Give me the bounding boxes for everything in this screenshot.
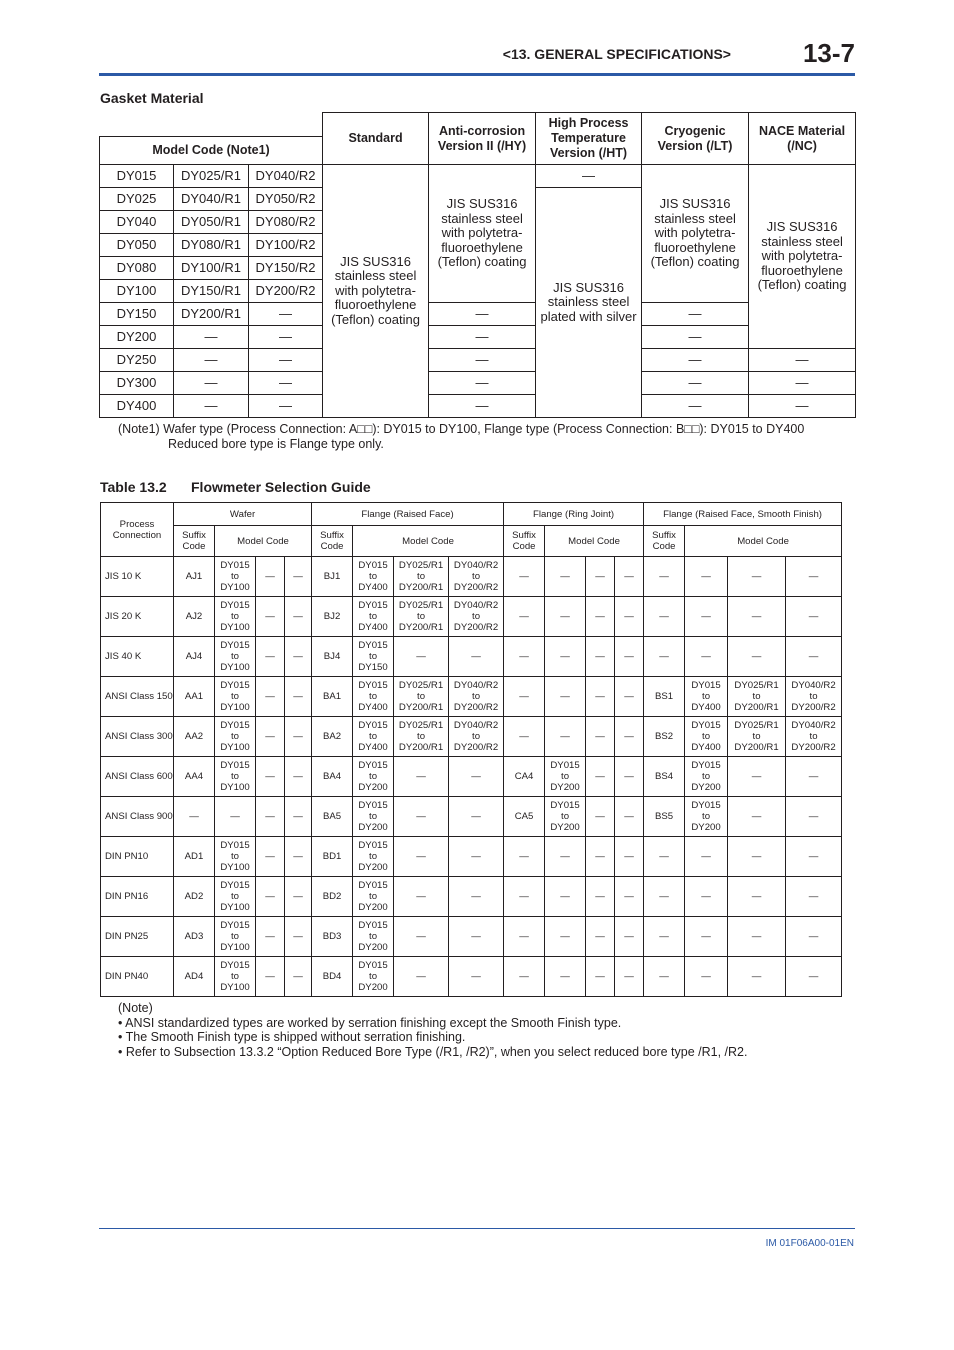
table-cell: — — [786, 637, 842, 677]
table-cell: — — [644, 877, 685, 917]
table-cell: — — [256, 917, 285, 957]
table2-label: Table 13.2 — [100, 479, 167, 495]
table-cell: — — [394, 757, 449, 797]
table-cell: DY015 to DY200 — [545, 797, 586, 837]
table-cell: — — [685, 597, 728, 637]
table-row — [101, 597, 842, 637]
table2-title — [100, 479, 371, 495]
gasket-material-table — [99, 112, 856, 418]
table-cell: — — [545, 717, 586, 757]
blank-corner — [100, 113, 323, 137]
table-row — [100, 372, 856, 395]
table-cell: — — [256, 797, 285, 837]
table-cell: DY040/R2 to DY200/R2 — [449, 717, 504, 757]
process-connection-cell: DIN PN40 — [101, 957, 174, 997]
process-connection-cell: JIS 40 K — [101, 637, 174, 677]
notes2-item: • The Smooth Finish type is shipped without serration finishing. — [118, 1030, 466, 1044]
table-cell: DY015 to DY200 — [353, 797, 394, 837]
table-row — [101, 757, 842, 797]
table-cell: DY015 to DY400 — [353, 677, 394, 717]
table-cell: DY040/R2 to DY200/R2 — [449, 557, 504, 597]
table-cell: — — [728, 637, 786, 677]
table-cell: DY015 to DY100 — [215, 757, 256, 797]
header-flange-sf: Flange (Raised Face, Smooth Finish) — [644, 503, 842, 526]
table-cell: — — [615, 837, 644, 877]
note1-line2: Reduced bore type is Flange type only. — [168, 437, 384, 451]
table-cell: — — [429, 326, 536, 349]
header-flange-rf: Flange (Raised Face) — [312, 503, 504, 526]
table-cell: DY015 to DY200 — [685, 797, 728, 837]
notes2 — [118, 1001, 747, 1059]
table-cell: DY080 — [100, 257, 174, 280]
table-cell: DY015 to DY400 — [353, 717, 394, 757]
table-cell: DY025/R1 — [174, 165, 249, 188]
table-cell: — — [786, 877, 842, 917]
table-cell: DY015 to DY100 — [215, 717, 256, 757]
nc-gasket: JIS SUS316 stainless steel with polytetra-fluoroethylene (Teflon) coating — [749, 165, 856, 349]
table-cell: — — [256, 757, 285, 797]
table-cell: — — [285, 677, 312, 717]
table-cell: — — [215, 797, 256, 837]
table-cell: DY015 to DY400 — [353, 597, 394, 637]
table-cell: — — [685, 837, 728, 877]
table-cell: — — [394, 957, 449, 997]
table-cell: — — [249, 326, 323, 349]
table-cell: — — [644, 917, 685, 957]
table-row — [100, 326, 856, 349]
table-cell: DY200/R2 — [249, 280, 323, 303]
table-cell: DY025/R1 to DY200/R1 — [728, 677, 786, 717]
table-cell: — — [449, 957, 504, 997]
process-connection-cell: JIS 10 K — [101, 557, 174, 597]
table-cell: BD1 — [312, 837, 353, 877]
process-connection-cell: ANSI Class 300 — [101, 717, 174, 757]
table-cell: — — [728, 877, 786, 917]
table-cell: AD4 — [174, 957, 215, 997]
table-cell: AA2 — [174, 717, 215, 757]
table-row — [101, 717, 842, 757]
table-cell: — — [504, 837, 545, 877]
table-cell: DY025/R1 to DY200/R1 — [394, 717, 449, 757]
table-cell: — — [728, 757, 786, 797]
table-cell: — — [285, 837, 312, 877]
table-cell: DY015 to DY200 — [353, 917, 394, 957]
table-cell: — — [394, 837, 449, 877]
table-cell: DY100 — [100, 280, 174, 303]
table-cell: — — [786, 837, 842, 877]
table-cell: DY015 to DY100 — [215, 637, 256, 677]
table-cell: — — [174, 395, 249, 418]
table-cell: — — [285, 557, 312, 597]
table-cell: — — [429, 349, 536, 372]
table-cell: AJ4 — [174, 637, 215, 677]
header-suffix-code: Suffix Code — [504, 526, 545, 557]
table-cell: DY015 to DY100 — [215, 677, 256, 717]
page-number: 13-7 — [802, 38, 855, 68]
table-cell: — — [504, 717, 545, 757]
table-cell: — — [586, 837, 615, 877]
table-cell: — — [174, 372, 249, 395]
table-cell: — — [586, 917, 615, 957]
table-cell: DY040/R2 — [249, 165, 323, 188]
table-cell: DY015 to DY100 — [215, 597, 256, 637]
table-cell: — — [504, 917, 545, 957]
table-cell: — — [642, 349, 749, 372]
ht-dash: — — [536, 165, 642, 188]
table-cell: — — [249, 349, 323, 372]
table-cell: DY080/R1 — [174, 234, 249, 257]
table-cell: DY040/R2 to DY200/R2 — [449, 597, 504, 637]
table-cell: DY050/R2 — [249, 188, 323, 211]
table-cell: DY040/R2 to DY200/R2 — [786, 677, 842, 717]
table-cell: — — [586, 557, 615, 597]
table-cell: DY015 to DY200 — [353, 757, 394, 797]
table-cell: — — [644, 597, 685, 637]
table-cell: — — [256, 677, 285, 717]
table-cell: — — [256, 597, 285, 637]
table-cell: — — [256, 837, 285, 877]
table-cell: — — [174, 326, 249, 349]
table-cell: — — [786, 597, 842, 637]
table-cell: — — [504, 677, 545, 717]
header-suffix-code: Suffix Code — [174, 526, 215, 557]
table-cell: DY015 to DY400 — [353, 557, 394, 597]
table-cell: — — [429, 372, 536, 395]
table-cell: BD2 — [312, 877, 353, 917]
table-cell: — — [394, 917, 449, 957]
table-cell: — — [249, 395, 323, 418]
table-cell: — — [642, 395, 749, 418]
table-cell: — — [749, 349, 856, 372]
table-cell: — — [615, 677, 644, 717]
table-cell: AJ2 — [174, 597, 215, 637]
table-cell: — — [504, 957, 545, 997]
table-cell: — — [615, 637, 644, 677]
table-cell: DY150/R1 — [174, 280, 249, 303]
table-cell: BJ1 — [312, 557, 353, 597]
table-row — [101, 557, 842, 597]
process-connection-cell: DIN PN25 — [101, 917, 174, 957]
table-cell: — — [285, 637, 312, 677]
header-hy: Anti-corrosion Version II (/HY) — [429, 113, 536, 165]
table-cell: DY200 — [100, 326, 174, 349]
table-row — [101, 797, 842, 837]
table-cell: — — [545, 597, 586, 637]
table-row — [101, 677, 842, 717]
table-cell: — — [449, 917, 504, 957]
table-cell: DY015 to DY100 — [215, 917, 256, 957]
header-model-code: Model Code — [353, 526, 504, 557]
table-cell: — — [685, 557, 728, 597]
flow-table-body — [101, 557, 842, 997]
table-row — [101, 877, 842, 917]
table-cell: BA2 — [312, 717, 353, 757]
table-cell: — — [728, 917, 786, 957]
table-cell: — — [615, 597, 644, 637]
table-cell: — — [615, 557, 644, 597]
table-cell: DY025/R1 to DY200/R1 — [394, 557, 449, 597]
table-cell: DY150/R2 — [249, 257, 323, 280]
table-cell: DY200/R1 — [174, 303, 249, 326]
table-cell: — — [786, 917, 842, 957]
table-cell: — — [615, 717, 644, 757]
header-process-connection: Process Connection — [101, 503, 174, 557]
table-cell: DY080/R2 — [249, 211, 323, 234]
table-cell: AD3 — [174, 917, 215, 957]
table-cell: — — [545, 917, 586, 957]
table-cell: — — [615, 917, 644, 957]
table-row — [100, 395, 856, 418]
header-rule — [99, 73, 855, 76]
table-cell: — — [615, 877, 644, 917]
table-cell: — — [786, 757, 842, 797]
table-cell: — — [545, 637, 586, 677]
table-cell: — — [504, 877, 545, 917]
table-cell: — — [449, 637, 504, 677]
table-cell: — — [586, 757, 615, 797]
header-standard: Standard — [323, 113, 429, 165]
table-cell: — — [786, 957, 842, 997]
table-cell: DY015 to DY400 — [685, 677, 728, 717]
process-connection-cell: ANSI Class 900 — [101, 797, 174, 837]
table-cell: — — [642, 372, 749, 395]
table-cell: — — [394, 637, 449, 677]
table-cell: AD1 — [174, 837, 215, 877]
table-cell: — — [285, 917, 312, 957]
table-row — [101, 637, 842, 677]
table-cell: DY015 to DY200 — [685, 757, 728, 797]
process-connection-cell: ANSI Class 150 — [101, 677, 174, 717]
table-cell: — — [504, 557, 545, 597]
table-cell: BA4 — [312, 757, 353, 797]
header-suffix-code: Suffix Code — [312, 526, 353, 557]
table-cell: — — [429, 395, 536, 418]
table-cell: — — [586, 717, 615, 757]
table-cell: — — [749, 395, 856, 418]
table-cell: DY300 — [100, 372, 174, 395]
table-cell: — — [786, 557, 842, 597]
table-cell: DY040/R1 — [174, 188, 249, 211]
table-cell: — — [256, 637, 285, 677]
table-cell: DY015 — [100, 165, 174, 188]
table-row — [100, 303, 856, 326]
process-connection-cell: ANSI Class 600 — [101, 757, 174, 797]
notes2-head: (Note) — [118, 1001, 153, 1015]
header-model-code: Model Code — [685, 526, 842, 557]
table-cell: BA1 — [312, 677, 353, 717]
table-cell: — — [728, 557, 786, 597]
table-cell: DY015 to DY400 — [685, 717, 728, 757]
table-cell: — — [685, 877, 728, 917]
table-cell: — — [786, 797, 842, 837]
table-cell: DY025/R1 to DY200/R1 — [394, 597, 449, 637]
table2-name: Flowmeter Selection Guide — [191, 479, 371, 495]
notes2-item: • ANSI standardized types are worked by serration finishing except the Smooth Finish type. — [118, 1015, 622, 1030]
header-model-code: Model Code (Note1) — [100, 137, 323, 165]
table-cell: — — [449, 757, 504, 797]
table-cell: — — [615, 797, 644, 837]
header-flange-rj: Flange (Ring Joint) — [504, 503, 644, 526]
header-ht: High Process Temperature Version (/HT) — [536, 113, 642, 165]
standard-gasket: JIS SUS316 stainless steel with polytetra-fluoroethylene (Teflon) coating — [323, 165, 429, 418]
header-lt: Cryogenic Version (/LT) — [642, 113, 749, 165]
table-cell: DY400 — [100, 395, 174, 418]
table-cell: DY015 to DY200 — [353, 837, 394, 877]
table-cell: — — [249, 372, 323, 395]
table-cell: — — [685, 917, 728, 957]
table-cell: — — [728, 957, 786, 997]
table-row — [101, 957, 842, 997]
table-cell: — — [586, 637, 615, 677]
table-cell: — — [285, 597, 312, 637]
table-cell: BS4 — [644, 757, 685, 797]
table-cell: — — [728, 597, 786, 637]
hy-gasket: JIS SUS316 stainless steel with polytetra-fluoroethylene (Teflon) coating — [429, 165, 536, 303]
table-cell: — — [545, 877, 586, 917]
table-cell: — — [615, 957, 644, 997]
header-wafer: Wafer — [174, 503, 312, 526]
table-cell: — — [586, 677, 615, 717]
table-cell: — — [394, 797, 449, 837]
table-cell: DY040/R2 to DY200/R2 — [449, 677, 504, 717]
table-cell: DY025/R1 to DY200/R1 — [728, 717, 786, 757]
header-nc: NACE Material (/NC) — [749, 113, 856, 165]
footer-rule — [99, 1228, 855, 1229]
table-cell: — — [685, 957, 728, 997]
table-cell: — — [642, 303, 749, 326]
table-cell: — — [644, 557, 685, 597]
table-cell: DY015 to DY100 — [215, 877, 256, 917]
table-cell: — — [394, 877, 449, 917]
table-cell: — — [449, 837, 504, 877]
table-cell: — — [685, 637, 728, 677]
table-cell: BD4 — [312, 957, 353, 997]
table-cell: — — [728, 837, 786, 877]
notes2-item: • Refer to Subsection 13.3.2 “Option Reduced Bore Type (/R1, /R2)”, when you select reduced bore type /R1, /R2. — [118, 1044, 748, 1059]
table-cell: DY015 to DY100 — [215, 837, 256, 877]
table-cell: — — [749, 372, 856, 395]
table-cell: — — [545, 837, 586, 877]
section-title: <13. GENERAL SPECIFICATIONS> — [502, 46, 731, 62]
table-cell: DY100/R1 — [174, 257, 249, 280]
table-cell: AA1 — [174, 677, 215, 717]
table-cell: — — [449, 797, 504, 837]
table-cell: — — [256, 957, 285, 997]
table-cell: — — [586, 797, 615, 837]
header-model-code: Model Code — [545, 526, 644, 557]
table-cell: DY015 to DY200 — [545, 757, 586, 797]
table-cell: — — [644, 957, 685, 997]
table-cell: — — [545, 677, 586, 717]
table-cell: BJ4 — [312, 637, 353, 677]
process-connection-cell: JIS 20 K — [101, 597, 174, 637]
table-cell: — — [586, 597, 615, 637]
table-cell: — — [615, 757, 644, 797]
table-cell: — — [174, 349, 249, 372]
table-cell: DY050/R1 — [174, 211, 249, 234]
table-cell: BS2 — [644, 717, 685, 757]
table-cell: — — [256, 877, 285, 917]
table-cell: — — [644, 637, 685, 677]
table-cell: BA5 — [312, 797, 353, 837]
table-cell: — — [642, 326, 749, 349]
table-cell: — — [449, 877, 504, 917]
table-cell: DY015 to DY100 — [215, 557, 256, 597]
table-cell: DY050 — [100, 234, 174, 257]
table-cell: DY150 — [100, 303, 174, 326]
table-cell: CA4 — [504, 757, 545, 797]
table-cell: DY100/R2 — [249, 234, 323, 257]
table-row — [101, 917, 842, 957]
table-cell: — — [285, 957, 312, 997]
table-cell: — — [586, 957, 615, 997]
table-cell: — — [285, 717, 312, 757]
table-cell: — — [285, 877, 312, 917]
ht-gasket: JIS SUS316 stainless steel plated with silver — [536, 188, 642, 418]
table-cell: — — [256, 557, 285, 597]
table-cell: DY025 — [100, 188, 174, 211]
table-cell: BS1 — [644, 677, 685, 717]
table-cell: CA5 — [504, 797, 545, 837]
table-cell: — — [249, 303, 323, 326]
table-cell: — — [429, 303, 536, 326]
table-cell: DY250 — [100, 349, 174, 372]
table-row — [100, 165, 856, 188]
table-cell: — — [545, 957, 586, 997]
header-model-code: Model Code — [215, 526, 312, 557]
table-cell: BS5 — [644, 797, 685, 837]
table-cell: — — [545, 557, 586, 597]
process-connection-cell: DIN PN10 — [101, 837, 174, 877]
table-cell: — — [285, 797, 312, 837]
table-cell: — — [256, 717, 285, 757]
document-id: IM 01F06A00-01EN — [765, 1238, 854, 1249]
table-cell: — — [586, 877, 615, 917]
process-connection-cell: DIN PN16 — [101, 877, 174, 917]
table-cell: DY015 to DY200 — [353, 877, 394, 917]
table-row — [100, 349, 856, 372]
table-cell: AA4 — [174, 757, 215, 797]
table-cell: DY040/R2 to DY200/R2 — [786, 717, 842, 757]
table-row — [101, 837, 842, 877]
lt-gasket: JIS SUS316 stainless steel with polytetra-fluoroethylene (Teflon) coating — [642, 165, 749, 303]
table-cell: DY015 to DY100 — [215, 957, 256, 997]
header-suffix-code: Suffix Code — [644, 526, 685, 557]
table-cell: — — [504, 637, 545, 677]
table-cell: — — [644, 837, 685, 877]
note1 — [118, 422, 858, 452]
table-cell: — — [504, 597, 545, 637]
table-cell: — — [728, 797, 786, 837]
table-cell: DY015 to DY200 — [353, 957, 394, 997]
gasket-material-heading: Gasket Material — [100, 90, 204, 106]
table-cell: — — [285, 757, 312, 797]
table-cell: BD3 — [312, 917, 353, 957]
table-cell: AD2 — [174, 877, 215, 917]
table-cell: DY025/R1 to DY200/R1 — [394, 677, 449, 717]
table-cell: AJ1 — [174, 557, 215, 597]
table-cell: — — [174, 797, 215, 837]
note1-line1: (Note1) Wafer type (Process Connection: A□□): DY015 to DY100, Flange type (Process Connection: B□□): DY015 to DY400 — [118, 422, 805, 436]
table-cell: BJ2 — [312, 597, 353, 637]
table-cell: DY015 to DY150 — [353, 637, 394, 677]
flowmeter-selection-table — [100, 502, 842, 997]
table-cell: DY040 — [100, 211, 174, 234]
